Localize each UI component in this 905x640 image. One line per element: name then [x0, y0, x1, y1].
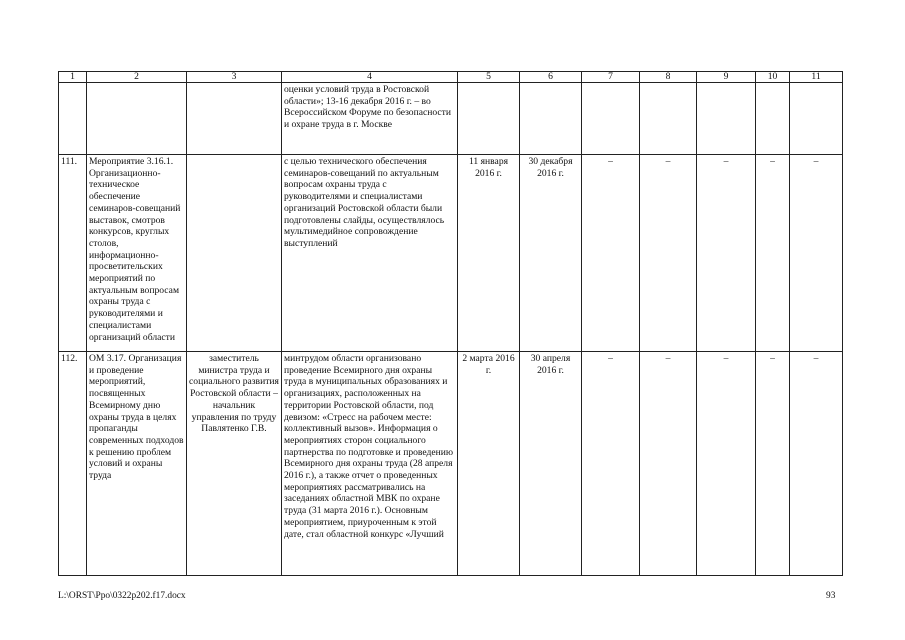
table-row [59, 352, 843, 576]
row-number [59, 83, 87, 155]
value-cell [790, 83, 843, 155]
column-header: 7 [582, 72, 640, 83]
result-cell: с целью технического обеспечения семинаров-совещаний по актуальным вопросам охраны труда с руководителями и специалистами организаций Ростовской области были подготовлены слайды, осуществлялось мультимедийное сопровождение выступлений [282, 155, 458, 352]
end-date-cell: 30 апреля 2016 г. [520, 352, 582, 576]
value-cell: – [697, 155, 756, 352]
value-cell: – [756, 352, 790, 576]
event-cell: ОМ 3.17. Организация и проведение мероприятий, посвященных Всемирному дню охраны труда в целях пропаганды современных подходов к решению проблем условий и охраны труда [87, 352, 187, 576]
end-date-cell: 30 декабря 2016 г. [520, 155, 582, 352]
value-cell: – [790, 155, 843, 352]
column-header: 1 [59, 72, 87, 83]
column-header: 8 [640, 72, 697, 83]
value-cell [582, 83, 640, 155]
report-table [58, 71, 843, 576]
table-row [59, 83, 843, 155]
table-row [59, 155, 843, 352]
event-cell [87, 83, 187, 155]
value-cell: – [697, 352, 756, 576]
value-cell [756, 83, 790, 155]
row-number: 112. [59, 352, 87, 576]
column-header: 2 [87, 72, 187, 83]
value-cell: – [582, 155, 640, 352]
value-cell: – [582, 352, 640, 576]
column-header: 6 [520, 72, 582, 83]
start-date-cell: 2 марта 2016 г. [458, 352, 520, 576]
result-cell: минтрудом области организовано проведение Всемирного дня охраны труда в муниципальных образованиях и организациях, расположенных на территории Ростовской области, под девизом: «Стресс на рабочем месте: коллективный вызов». Информация о мероприятиях сторон социального партнерства по подготовке и проведению Всемирного дня охраны труда (28 апреля 2016 г.), а также отчет о проведенных мероприятиях рассматривались на заседаниях областной МВК по охране труда (31 марта 2016 г.). Основным мероприятием, приуроченным к этой дате, стал областной конкурс «Лучший [282, 352, 458, 576]
responsible-cell: заместитель министра труда и социального развития Ростовской области – начальник управления по труду Павлятенко Г.В. [187, 352, 282, 576]
value-cell: – [640, 155, 697, 352]
row-number: 111. [59, 155, 87, 352]
column-header: 5 [458, 72, 520, 83]
value-cell [640, 83, 697, 155]
column-header: 10 [756, 72, 790, 83]
value-cell: – [640, 352, 697, 576]
value-cell [697, 83, 756, 155]
start-date-cell: 11 января 2016 г. [458, 155, 520, 352]
value-cell: – [756, 155, 790, 352]
column-number-row [59, 72, 843, 83]
column-header: 3 [187, 72, 282, 83]
page-number: 93 [826, 591, 836, 601]
result-cell: оценки условий труда в Ростовской области»; 13-16 декабря 2016 г. – во Всероссийском Форуме по безопасности и охране труда в г. Москве [282, 83, 458, 155]
event-cell: Мероприятие 3.16.1. Организационно-техническое обеспечение семинаров-совещаний выставок, смотров конкурсов, круглых столов, информационно-просветительских мероприятий по актуальным вопросам охраны труда с руководителями и специалистами организаций области [87, 155, 187, 352]
responsible-cell [187, 83, 282, 155]
file-path: L:\ORST\Ppo\0322p202.f17.docx [58, 591, 186, 601]
start-date-cell [458, 83, 520, 155]
value-cell: – [790, 352, 843, 576]
column-header: 11 [790, 72, 843, 83]
column-header: 9 [697, 72, 756, 83]
responsible-cell [187, 155, 282, 352]
column-header: 4 [282, 72, 458, 83]
end-date-cell [520, 83, 582, 155]
